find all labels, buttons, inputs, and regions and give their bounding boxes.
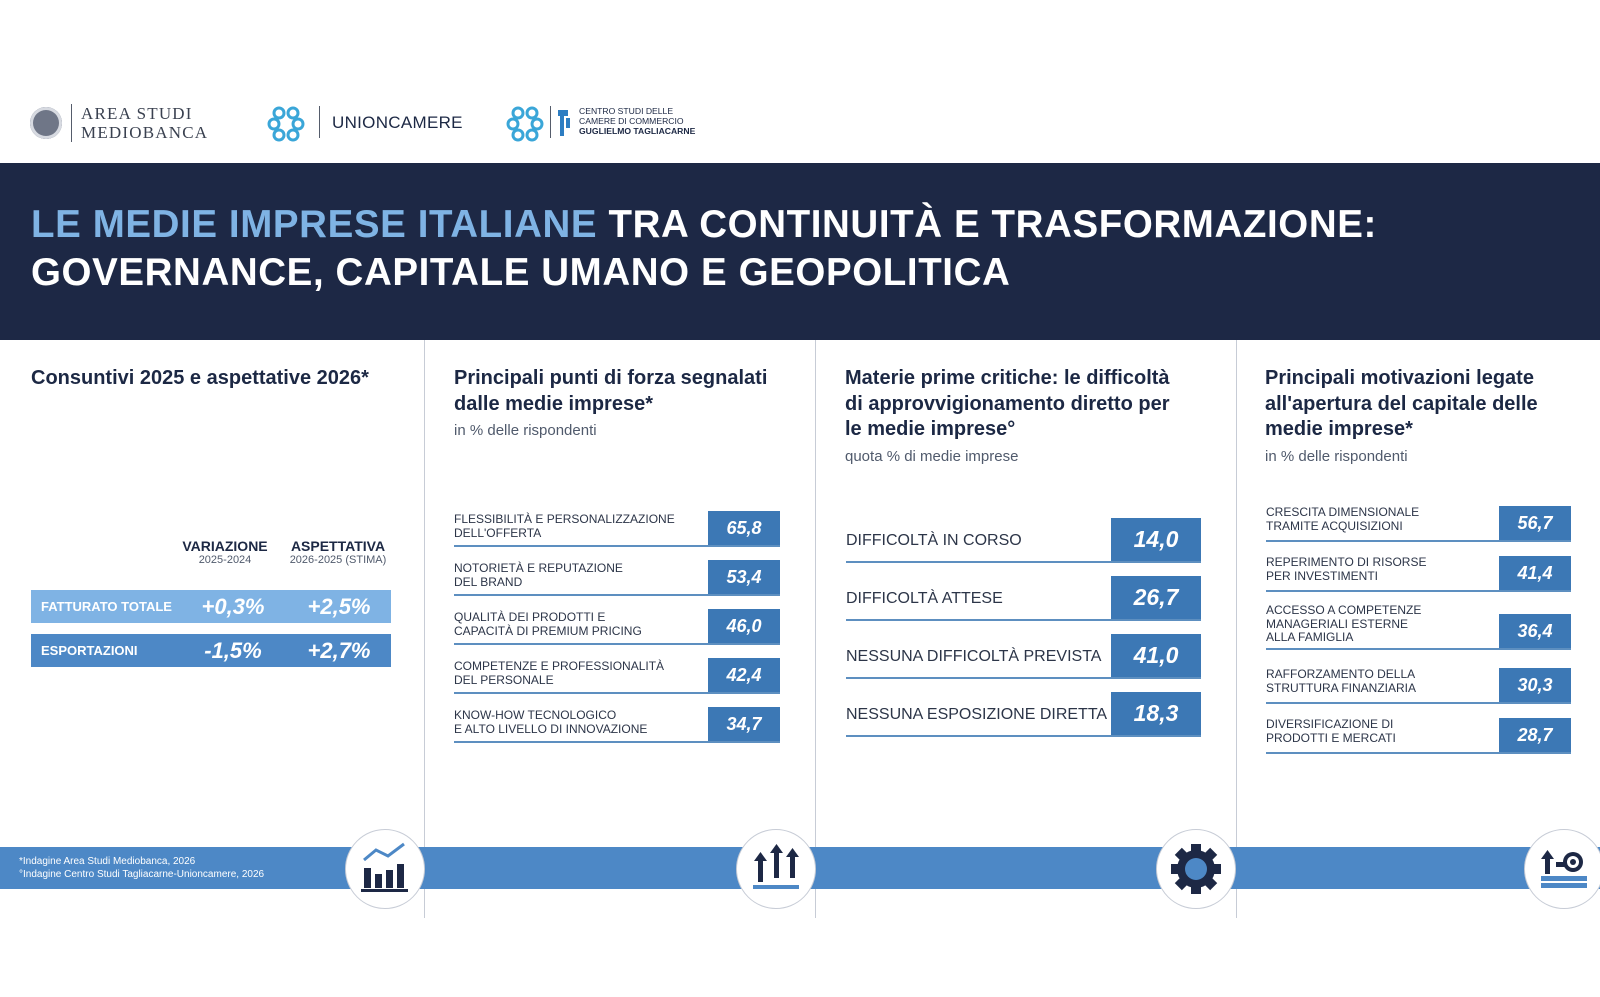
col3-row <box>846 634 1201 680</box>
col3-row-underline <box>846 677 1201 679</box>
col3-row-underline <box>846 619 1201 621</box>
column-divider <box>815 340 816 918</box>
page-title-accent: LE MEDIE IMPRESE ITALIANE <box>31 203 598 246</box>
col4-row-underline <box>1266 752 1571 754</box>
col3-row <box>846 692 1201 738</box>
col4-subtitle: in % delle rispondenti <box>1265 448 1408 465</box>
col2-row-label-line: NOTORIETÀ E REPUTAZIONE <box>454 561 623 575</box>
logo-divider <box>71 104 72 142</box>
col2-row-label <box>454 660 704 687</box>
col1-row-label: ESPORTAZIONI <box>41 643 138 658</box>
col3-row-label: NESSUNA ESPOSIZIONE DIRETTA <box>846 706 1108 723</box>
col3-title-line: di approvvigionamento diretto per <box>845 392 1170 415</box>
col2-title-line: dalle medie imprese* <box>454 392 653 415</box>
col4-row-label <box>1266 718 1491 745</box>
col4-row <box>1266 718 1571 754</box>
gear-icon <box>1156 829 1236 909</box>
col4-row-label-line: CRESCITA DIMENSIONALE <box>1266 505 1420 519</box>
tagliacarne-logo-line: GUGLIELMO TAGLIACARNE <box>579 126 696 136</box>
footnote: °Indagine Centro Studi Tagliacarne-Unioncamere, 2026 <box>19 869 265 880</box>
col4-row-value: 30,3 <box>1499 668 1571 702</box>
col1-header-main: VARIAZIONE <box>182 538 268 554</box>
col3-row-label: DIFFICOLTÀ IN CORSO <box>846 532 1022 549</box>
col3-row-value: 41,0 <box>1111 634 1201 677</box>
col2-row-label <box>454 562 704 589</box>
col4-row-label <box>1266 604 1491 645</box>
col4-row-label-line: PRODOTTI E MERCATI <box>1266 730 1396 745</box>
unioncamere-logo-icon <box>266 103 306 143</box>
col1-header-main: ASPETTATIVA <box>290 538 386 554</box>
col2-title <box>454 366 767 417</box>
col4-row-underline <box>1266 540 1571 542</box>
col4-row-label-line: ACCESSO A COMPETENZE <box>1266 603 1422 617</box>
col2-row-value: 65,8 <box>708 511 780 545</box>
col4-row-label <box>1266 668 1491 695</box>
col2-row-label-line: FLESSIBILITÀ E PERSONALIZZAZIONE <box>454 512 675 526</box>
col4-row-label-line: REPERIMENTO DI RISORSE <box>1266 555 1427 569</box>
col4-row-underline <box>1266 648 1571 650</box>
col2-title-line: Principali punti di forza segnalati <box>454 367 768 389</box>
col3-row <box>846 518 1201 564</box>
page-title-rest: TRA CONTINUITÀ E TRASFORMAZIONE: <box>597 203 1377 246</box>
col2-row <box>454 609 780 645</box>
col2-row <box>454 511 780 547</box>
col2-row-label-line: DEL PERSONALE <box>454 672 554 687</box>
title-band <box>0 163 1600 340</box>
col1-header-sub: 2025-2024 <box>198 554 252 566</box>
col1-row-variazione: +0,3% <box>201 594 265 619</box>
mediobanca-logo-text <box>81 104 208 142</box>
col4-row-value: 41,4 <box>1499 556 1571 590</box>
col3-subtitle: quota % di medie imprese <box>845 448 1019 465</box>
col1-row-esportazioni <box>31 634 391 667</box>
col3-row <box>846 576 1201 622</box>
col4-row-label-line: PER INVESTIMENTI <box>1266 568 1379 583</box>
column-divider <box>1236 340 1237 918</box>
col1-header-sub: 2026-2025 (STIMA) <box>289 554 387 566</box>
col4-row-value: 36,4 <box>1499 614 1571 648</box>
col1-row-aspettativa: +2,7% <box>307 638 371 663</box>
col2-row-underline <box>454 692 780 694</box>
col2-row-underline <box>454 643 780 645</box>
col3-row-underline <box>846 735 1201 737</box>
col2-row-underline <box>454 594 780 596</box>
logo-divider <box>550 106 551 138</box>
tagliacarne-logo-icon <box>505 103 545 143</box>
col1-header-variazione <box>170 538 280 566</box>
col2-row-underline <box>454 741 780 743</box>
col3-row-underline <box>846 561 1201 563</box>
col3-row-label: NESSUNA DIFFICOLTÀ PREVISTA <box>846 648 1102 665</box>
col4-row <box>1266 506 1571 542</box>
col4-title <box>1265 366 1538 443</box>
tagliacarne-emblem-icon <box>556 106 572 138</box>
col4-row-label-line: RAFFORZAMENTO DELLA <box>1266 667 1416 681</box>
col2-row-label-line: DELL'OFFERTA <box>454 525 542 540</box>
col2-row <box>454 658 780 694</box>
col1-header-aspettativa <box>282 538 394 566</box>
col4-row-value: 28,7 <box>1499 718 1571 752</box>
col2-row-label <box>454 513 704 540</box>
col2-row-value: 42,4 <box>708 658 780 692</box>
col2-subtitle: in % delle rispondenti <box>454 422 597 439</box>
col3-title-line: le medie imprese° <box>845 418 1016 440</box>
col2-row-label-line: COMPETENZE E PROFESSIONALITÀ <box>454 659 665 673</box>
logo-row <box>28 100 728 150</box>
col4-title-line: all'apertura del capitale delle <box>1265 392 1538 415</box>
col4-row-underline <box>1266 702 1571 704</box>
col2-row-value: 34,7 <box>708 707 780 741</box>
col2-row-underline <box>454 545 780 547</box>
col3-title <box>845 366 1170 443</box>
growth-arrows-icon <box>736 829 816 909</box>
col2-row-value: 46,0 <box>708 609 780 643</box>
col2-row <box>454 707 780 743</box>
col3-row-value: 26,7 <box>1111 576 1201 619</box>
col4-row <box>1266 604 1571 650</box>
col3-row-value: 18,3 <box>1111 692 1201 735</box>
mediobanca-logo-line: MEDIOBANCA <box>81 123 209 142</box>
col2-row-label <box>454 611 704 638</box>
tagliacarne-logo-line: CENTRO STUDI DELLE <box>579 106 674 116</box>
col3-row-value: 14,0 <box>1111 518 1201 561</box>
col4-title-line: medie imprese* <box>1265 418 1413 440</box>
col3-title-line: Materie prime critiche: le difficoltà <box>845 367 1170 389</box>
tagliacarne-logo-line: CAMERE DI COMMERCIO <box>579 116 684 126</box>
col4-row-underline <box>1266 590 1571 592</box>
col2-row-label <box>454 709 704 736</box>
col4-row-value: 56,7 <box>1499 506 1571 540</box>
col2-row-label-line: KNOW-HOW TECNOLOGICO <box>454 708 617 722</box>
col2-row-label-line: QUALITÀ DEI PRODOTTI E <box>454 610 606 624</box>
page-title-line-2: GOVERNANCE, CAPITALE UMANO E GEOPOLITICA <box>31 251 1011 294</box>
col4-row-label-line: MANAGERIALI ESTERNE <box>1266 616 1409 631</box>
footnote: *Indagine Area Studi Mediobanca, 2026 <box>19 856 196 867</box>
col2-row <box>454 560 780 596</box>
col4-row-label-line: STRUTTURA FINANZIARIA <box>1266 680 1417 695</box>
col4-row-label <box>1266 556 1491 583</box>
col2-row-label-line: DEL BRAND <box>454 574 523 589</box>
col2-row-value: 53,4 <box>708 560 780 594</box>
col1-row-variazione: -1,5% <box>204 638 262 663</box>
coins-stack-icon <box>1524 829 1600 909</box>
col2-row-label-line: E ALTO LIVELLO DI INNOVAZIONE <box>454 721 648 736</box>
col4-row <box>1266 668 1571 704</box>
unioncamere-logo-text: UNIONCAMERE <box>332 113 463 132</box>
col4-row-label-line: DIVERSIFICAZIONE DI <box>1266 717 1394 731</box>
col4-row <box>1266 556 1571 592</box>
col4-row-label-line: ALLA FAMIGLIA <box>1266 630 1354 644</box>
col1-row-fatturato <box>31 590 391 623</box>
col2-row-label-line: CAPACITÀ DI PREMIUM PRICING <box>454 623 642 638</box>
page-title-line-1 <box>31 203 1377 247</box>
col3-row-label: DIFFICOLTÀ ATTESE <box>846 590 1003 607</box>
tagliacarne-logo-text <box>579 106 695 136</box>
logo-divider <box>319 106 320 138</box>
col1-row-label: FATTURATO TOTALE <box>41 599 172 614</box>
column-divider <box>424 340 425 918</box>
col4-row-label-line: TRAMITE ACQUISIZIONI <box>1266 518 1403 533</box>
col4-title-line: Principali motivazioni legate <box>1265 367 1534 389</box>
col1-row-aspettativa: +2,5% <box>307 594 371 619</box>
bar-chart-icon <box>345 829 425 909</box>
mediobanca-seal-icon <box>30 107 62 139</box>
col4-row-label <box>1266 506 1491 533</box>
col1-title: Consuntivi 2025 e aspettative 2026* <box>31 367 369 389</box>
mediobanca-logo-line: AREA STUDI <box>81 104 193 123</box>
